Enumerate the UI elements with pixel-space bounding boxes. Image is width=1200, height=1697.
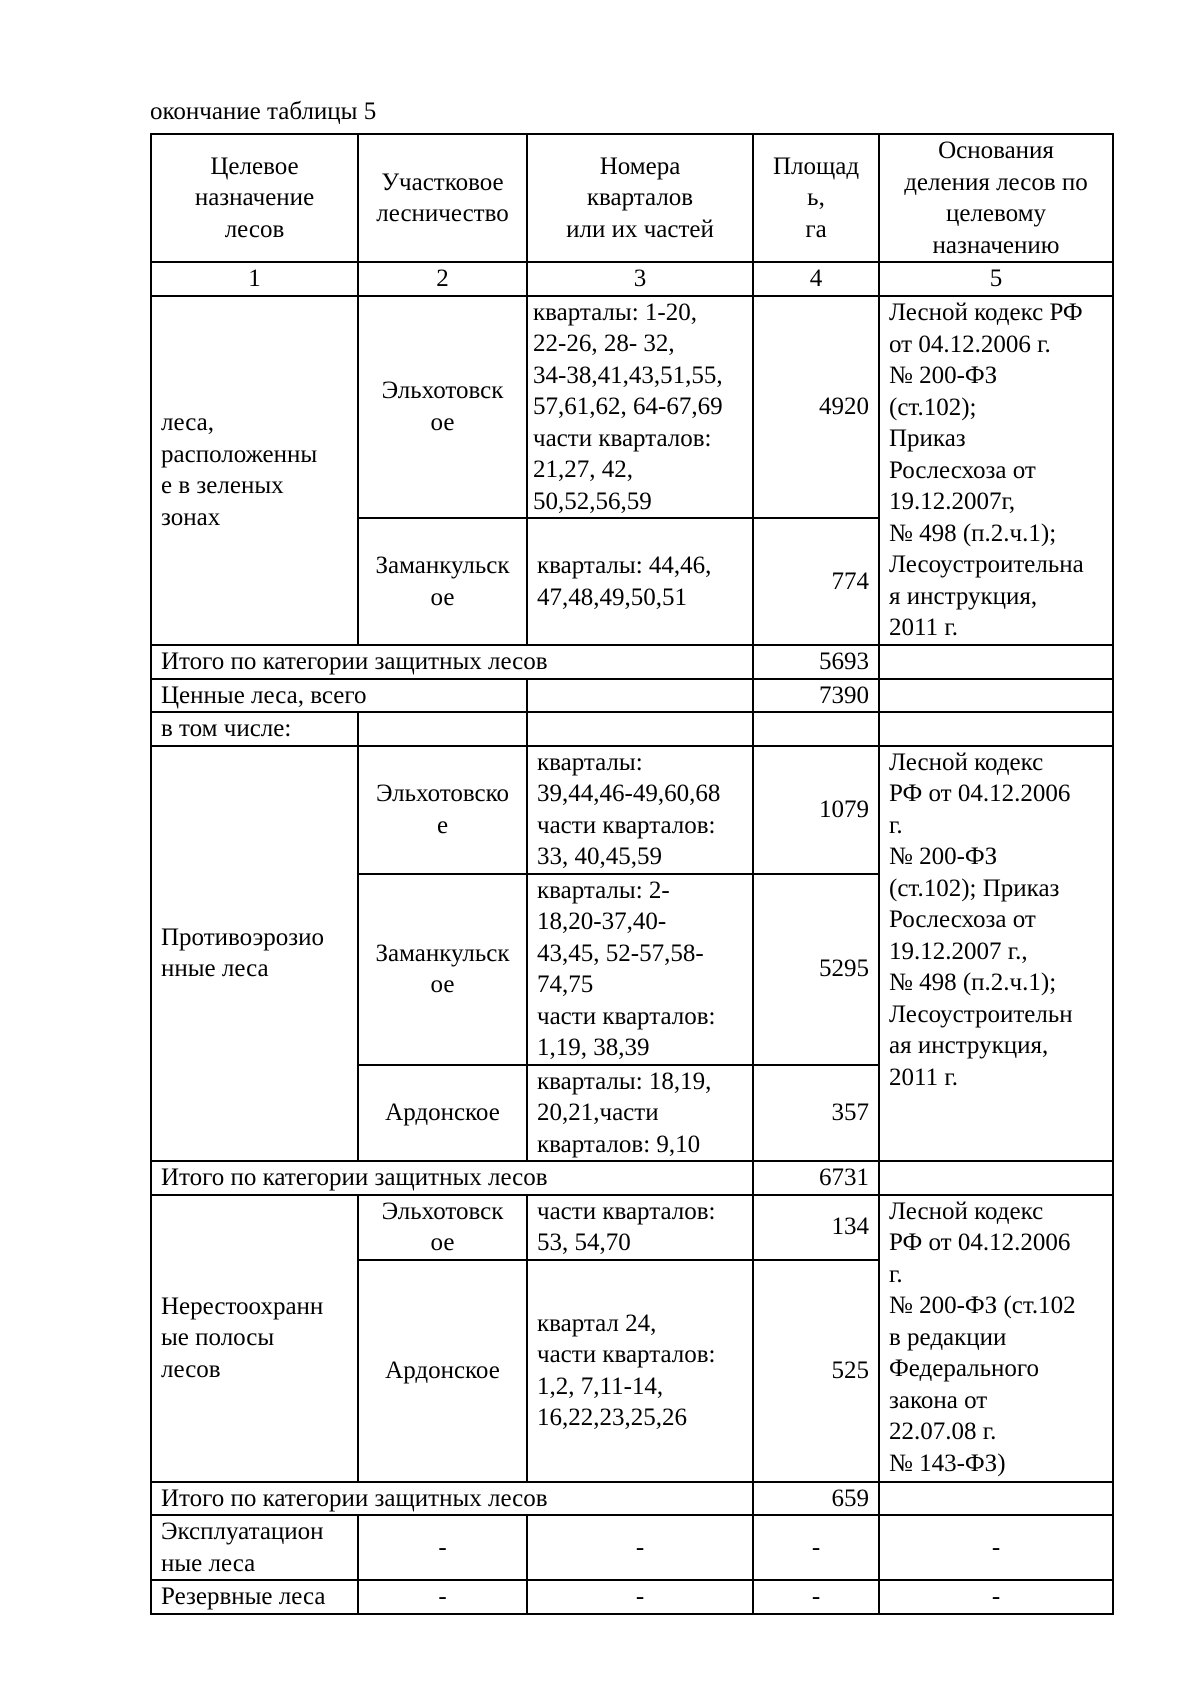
area-cell: 774 [753,518,879,645]
header-forestry: Участковое лесничество [358,134,527,262]
forestry-cell: Эльхотовск ое [358,296,527,519]
area-cell: 134 [753,1195,879,1260]
purpose-green-zones: леса, расположенны е в зеленых зонах [151,296,358,646]
header-area: Площад ь, га [753,134,879,262]
empty-cell [879,1161,1113,1195]
reserve-label: Резервные леса [151,1580,358,1614]
quarters-cell: кварталы: 2- 18,20-37,40- 43,45, 52-57,58- 74,75 части кварталов: 1,19, 38,39 [527,874,753,1065]
col-number-1: 1 [151,262,358,296]
dash-cell: - [879,1580,1113,1614]
quarters-cell: кварталы: 39,44,46-49,60,68 части кварталов: 33, 40,45,59 [527,746,753,874]
dash-cell: - [753,1580,879,1614]
empty-cell [879,679,1113,713]
col-number-5: 5 [879,262,1113,296]
empty-cell [527,712,753,746]
forest-purpose-table [150,133,1114,1615]
quarters-cell: части кварталов: 53, 54,70 [527,1195,753,1260]
empty-cell [527,679,753,713]
total-area: 659 [753,1482,879,1516]
forestry-cell: Заманкульск ое [358,518,527,645]
total-row [151,1482,1113,1516]
valuable-forests-row [151,679,1113,713]
basis-green-zones: Лесной кодекс РФ от 04.12.2006 г. № 200-ФЗ (ст.102); Приказ Рослесхоза от 19.12.2007г, № 498 (п.2.ч.1); Лесоустроительна я инструкция, 2011 г. [879,296,1113,646]
total-row [151,645,1113,679]
total-row [151,1161,1113,1195]
total-area: 6731 [753,1161,879,1195]
dash-cell: - [527,1580,753,1614]
total-label: Итого по категории защитных лесов [151,1482,753,1516]
quarters-cell: квартал 24, части кварталов: 1,2, 7,11-14, 16,22,23,25,26 [527,1260,753,1482]
area-cell: 4920 [753,296,879,519]
quarters-cell: кварталы: 44,46, 47,48,49,50,51 [527,518,753,645]
forestry-cell: Эльхотовск ое [358,1195,527,1260]
forestry-cell: Ардонское [358,1065,527,1162]
exploitation-label: Эксплуатацион ные леса [151,1515,358,1580]
header-purpose: Целевое назначение лесов [151,134,358,262]
col-number-3: 3 [527,262,753,296]
dash-cell: - [358,1580,527,1614]
dash-cell: - [358,1515,527,1580]
area-cell: 525 [753,1260,879,1482]
header-quarters: Номера кварталов или их частей [527,134,753,262]
column-numbers-row [151,262,1113,296]
dash-cell: - [879,1515,1113,1580]
area-cell: 357 [753,1065,879,1162]
empty-cell [753,712,879,746]
forestry-cell: Ардонское [358,1260,527,1482]
including-label: в том числе: [151,712,358,746]
reserve-forests-row [151,1580,1113,1614]
area-cell: 5295 [753,874,879,1065]
table-row [151,1195,1113,1260]
exploitation-forests-row [151,1515,1113,1580]
empty-cell [879,645,1113,679]
empty-cell [879,1482,1113,1516]
col-number-4: 4 [753,262,879,296]
quarters-cell: кварталы: 1-20, 22-26, 28- 32, 34-38,41,43,51,55, 57,61,62, 64-67,69 части кварталов: 21,27, 42, 50,52,56,59 [527,296,753,519]
header-basis: Основания деления лесов по целевому назначению [879,134,1113,262]
dash-cell: - [527,1515,753,1580]
purpose-spawning-protection: Нерестоохранн ые полосы лесов [151,1195,358,1482]
empty-cell [358,712,527,746]
table-row [151,746,1113,874]
total-area: 5693 [753,645,879,679]
basis-spawning-protection: Лесной кодекс РФ от 04.12.2006 г. № 200-ФЗ (ст.102 в редакции Федерального закона от 22.07.08 г. № 143-ФЗ) [879,1195,1113,1482]
col-number-2: 2 [358,262,527,296]
dash-cell: - [753,1515,879,1580]
forestry-cell: Эльхотовско е [358,746,527,874]
quarters-cell: кварталы: 18,19, 20,21,части кварталов: 9,10 [527,1065,753,1162]
valuable-area: 7390 [753,679,879,713]
purpose-anti-erosion: Противоэрозио нные леса [151,746,358,1162]
valuable-label: Ценные леса, всего [151,679,527,713]
area-cell: 1079 [753,746,879,874]
empty-cell [879,712,1113,746]
basis-anti-erosion: Лесной кодекс РФ от 04.12.2006 г. № 200-ФЗ (ст.102); Приказ Рослесхоза от 19.12.2007 г., № 498 (п.2.ч.1); Лесоустроительн ая инструкция, 2011 г. [879,746,1113,1162]
forestry-cell: Заманкульск ое [358,874,527,1065]
total-label: Итого по категории защитных лесов [151,645,753,679]
table-caption: окончание таблицы 5 [150,98,377,125]
total-label: Итого по категории защитных лесов [151,1161,753,1195]
header-row [151,134,1113,262]
table-row [151,296,1113,519]
including-row [151,712,1113,746]
